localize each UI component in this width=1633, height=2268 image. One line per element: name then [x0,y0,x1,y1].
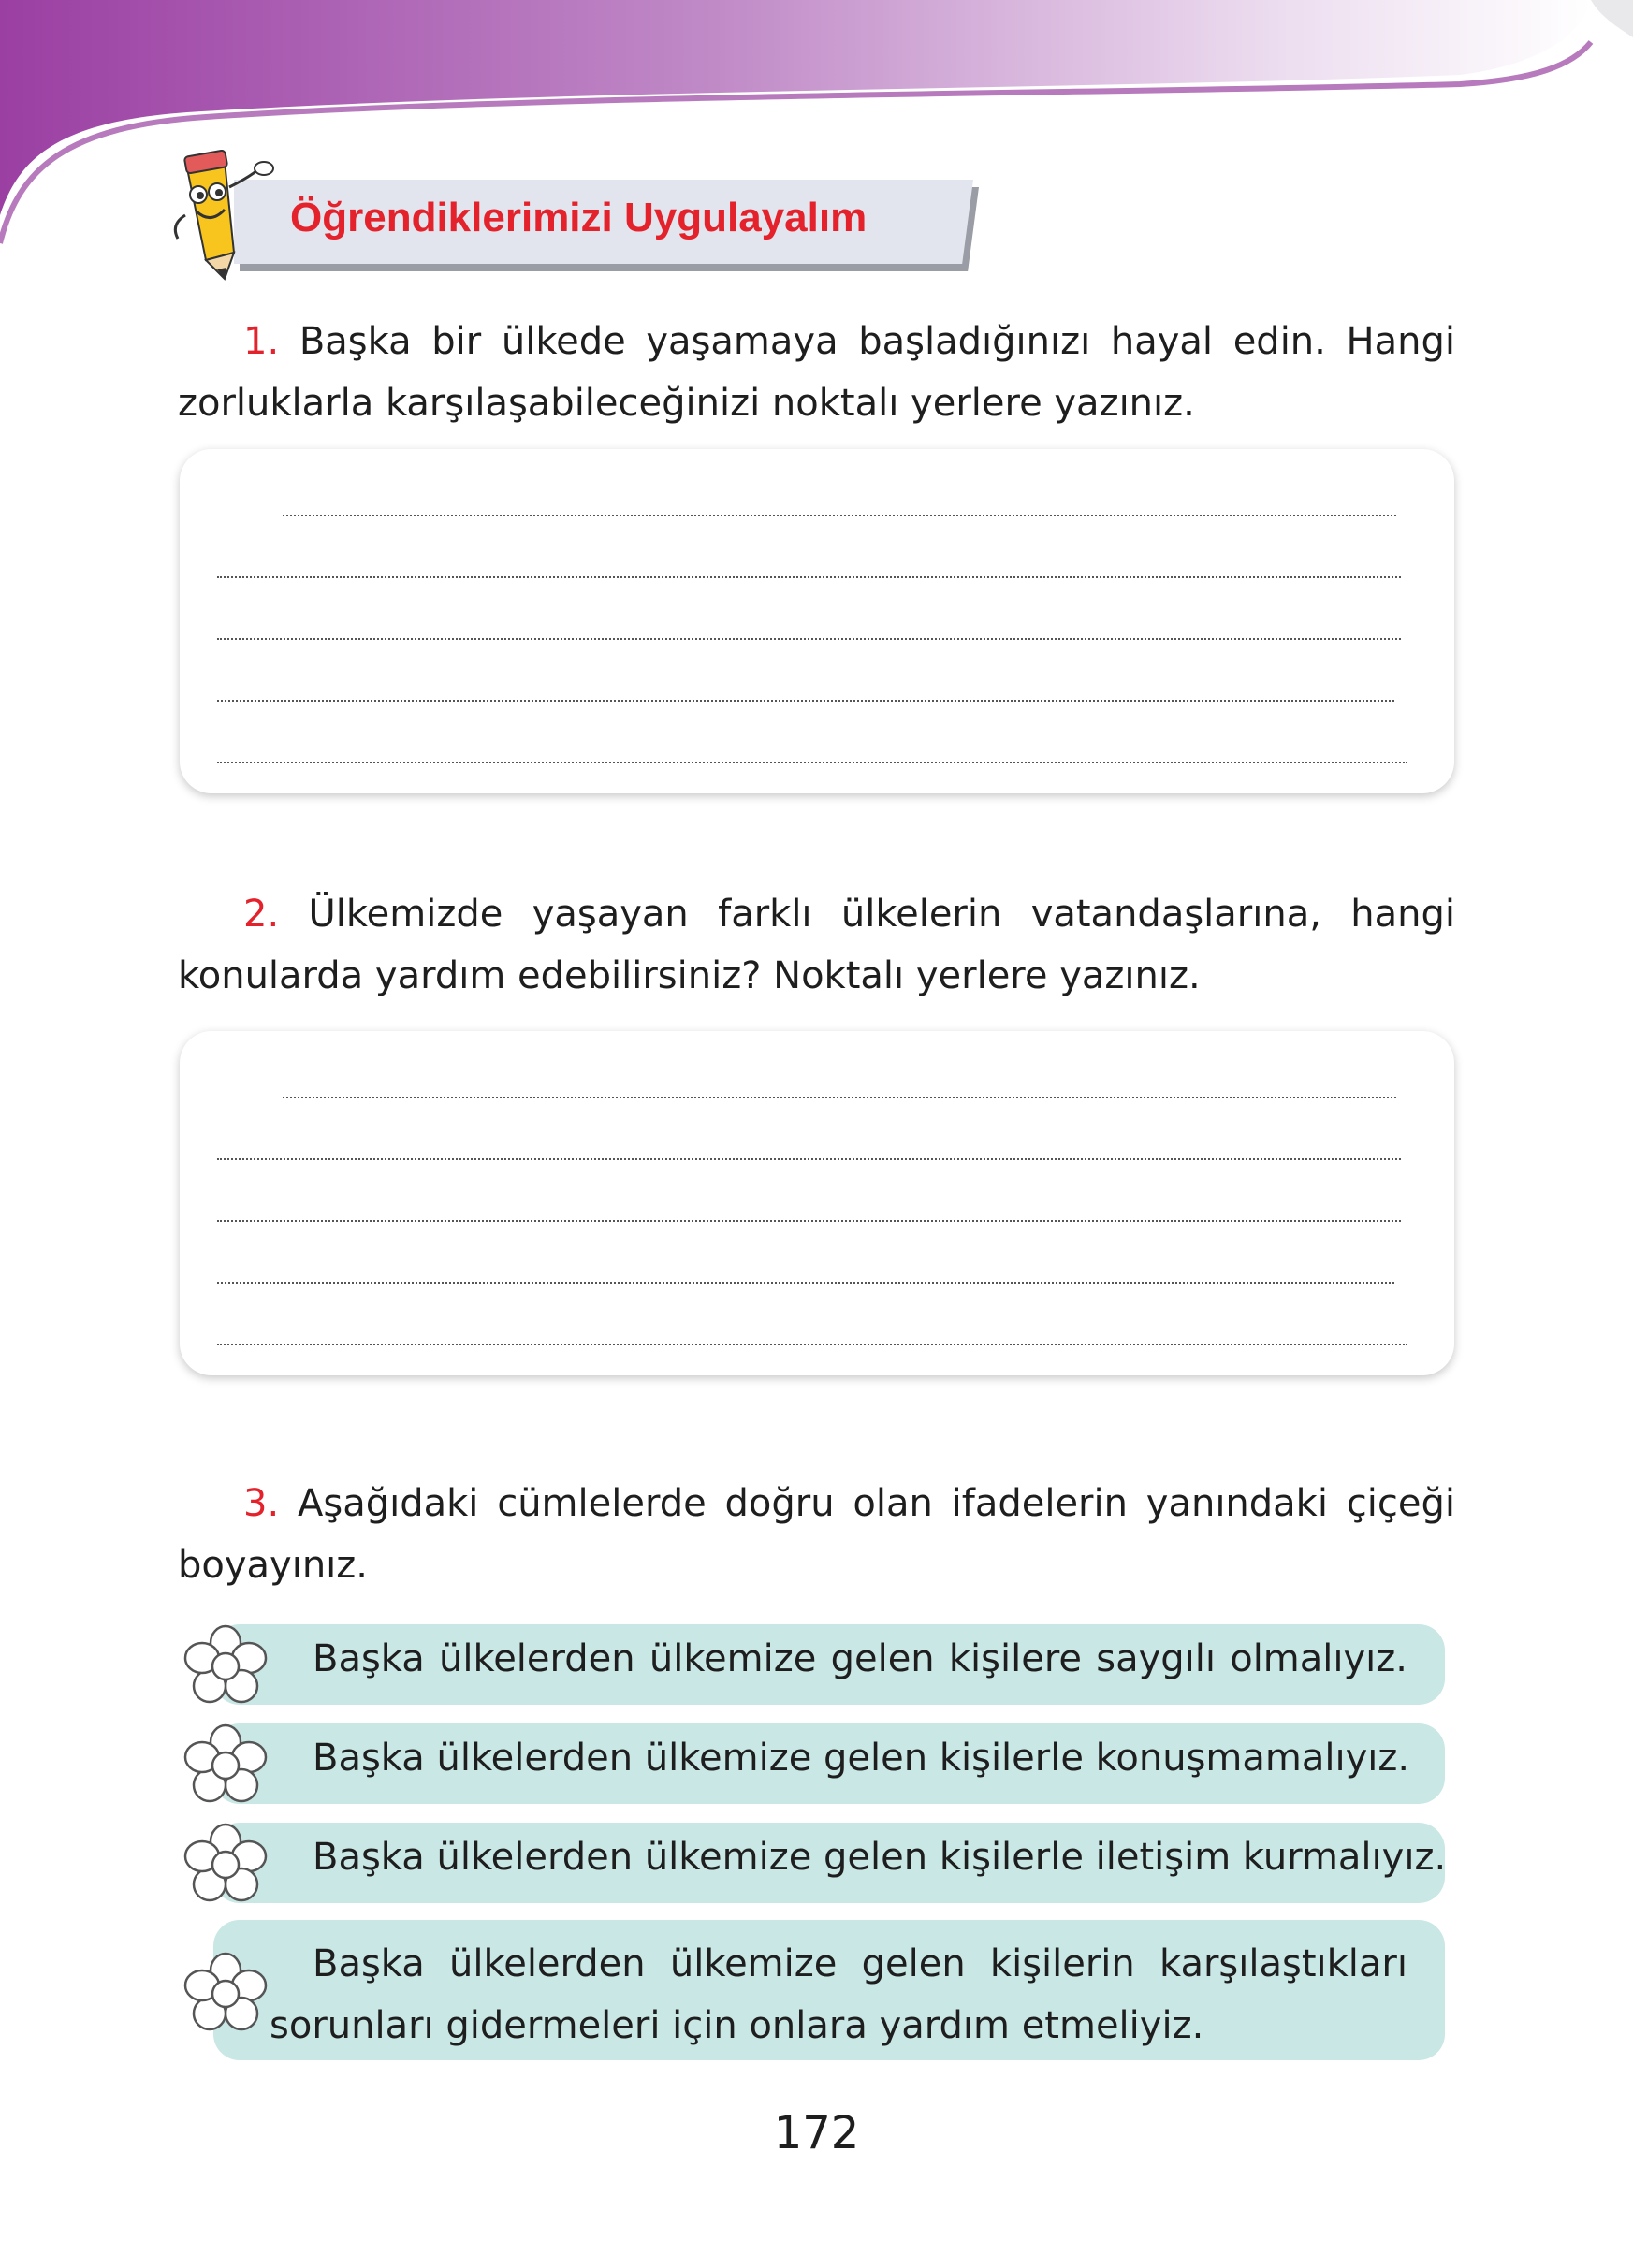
flower-icon[interactable] [183,1624,268,1708]
question-1-number: 1. [243,320,280,363]
question-3 [178,1473,1455,1596]
flower-icon[interactable] [183,1952,268,2036]
question-1 [178,311,1455,434]
answer-box-2[interactable] [180,1031,1454,1375]
statement-1 [213,1624,1445,1705]
question-3-text: Aşağıdaki cümlelerde doğru olan ifadelerin yanındaki çiçeği boyayınız. [178,1482,1455,1587]
flower-icon[interactable] [183,1823,268,1907]
answer-box-1[interactable] [180,449,1454,793]
answer-line[interactable] [217,700,1394,702]
statement-4 [213,1920,1445,2060]
answer-line[interactable] [217,1282,1394,1284]
section-header [159,150,1001,281]
answer-line[interactable] [217,1220,1401,1222]
question-2-number: 2. [243,893,280,936]
answer-line[interactable] [217,638,1401,640]
statement-2 [213,1723,1445,1804]
page-number: 172 [773,2107,860,2159]
flower-icon[interactable] [183,1723,268,1808]
answer-line[interactable] [283,515,1396,516]
statement-1-text: Başka ülkelerden ülkemize gelen kişilere saygılı olmalıyız. [313,1637,1407,1680]
question-2 [178,883,1455,1007]
question-2-text: Ülkemizde yaşayan farklı ülkelerin vatandaşlarına, hangi konularda yardım edebilirsiniz? Noktalı yerlere yazınız. [178,893,1455,997]
statement-3-text: Başka ülkelerden ülkemize gelen kişilerle iletişim kurmalıyız. [313,1836,1447,1879]
statement-3 [213,1823,1445,1903]
question-1-text: Başka bir ülkede yaşamaya başladığınızı hayal edin. Hangi zorluklarla karşılaşabileceğinizi noktalı yerlere yazınız. [178,320,1455,425]
answer-line[interactable] [217,762,1407,763]
answer-line[interactable] [217,1158,1401,1160]
question-3-number: 3. [243,1482,280,1525]
answer-line[interactable] [283,1097,1396,1098]
answer-line[interactable] [217,576,1401,578]
answer-line[interactable] [217,1344,1407,1345]
section-title: Öğrendiklerimizi Uygulayalım [290,195,868,240]
statement-4-text: Başka ülkelerden ülkemize gelen kişilerin karşılaştıkları sorunları gidermeleri için onlara yardım etmeliyiz. [270,1942,1407,2047]
statement-2-text: Başka ülkelerden ülkemize gelen kişilerle konuşmamalıyız. [313,1737,1410,1780]
pencil-mascot-icon [159,150,281,281]
